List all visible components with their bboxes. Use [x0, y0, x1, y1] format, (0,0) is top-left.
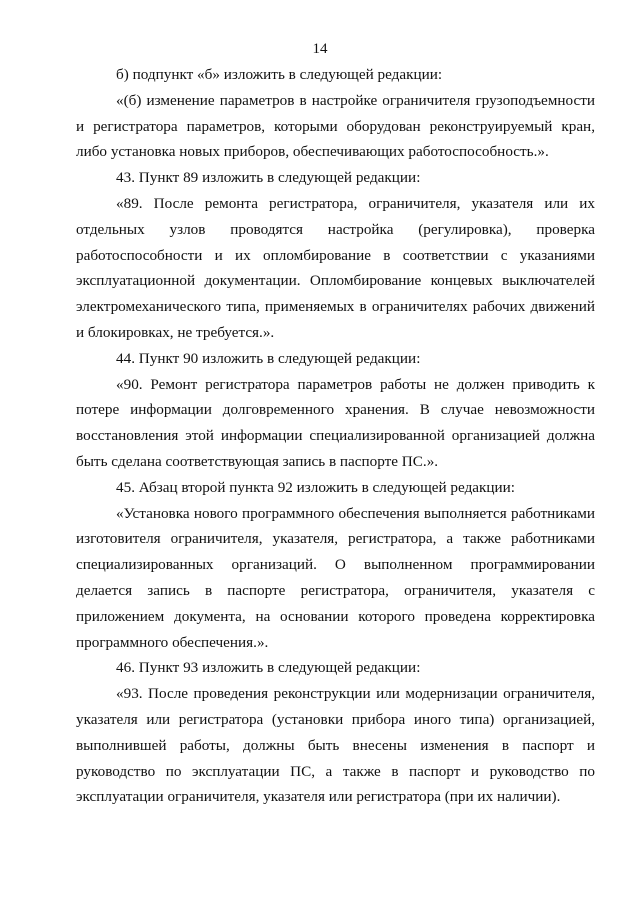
paragraph-subpoint-b-text: «(б) изменение параметров в настройке ограничителя грузоподъемности и регистратора параметров, которыми оборудован реконструируемый кран, либо установка новых приборов, обеспечивающих работоспособность.». [76, 91, 595, 161]
paragraph-subpoint-b-heading: б) подпункт «б» изложить в следующей редакции: [116, 66, 443, 83]
paragraph-item-45-heading: 45. Абзац второй пункта 92 изложить в следующей редакции: [116, 478, 516, 496]
paragraph-item-46-text: «93. После проведения реконструкции или модернизации ограничителя, указателя или регистратора (установки прибора иного типа) организацией, выполнившей работы, должны быть внесены изменения в паспорт и руководство по эксплуатации ПС, а также в паспорт и руководство по эксплуатации ограничителя, указателя или регистратора (при их наличии). [76, 685, 595, 806]
document-body [76, 62, 595, 810]
paragraph-item-45-text: «Установка нового программного обеспечения выполняется работниками изготовителя ограничителя, указателя, регистратора, а также работниками специализированных организаций. О выполненном программировании делается запись в паспорте регистратора, ограничителя, указателя с приложением документа, на основании которого проведена корректировка программного обеспечения.». [76, 504, 595, 651]
paragraph-item-44-text: «90. Ремонт регистратора параметров работы не должен приводить к потере информации долговременного хранения. В случае невозможности восстановления этой информации специализированной организацией должна быть сделана соответствующая запись в паспорте ПС.». [76, 375, 595, 470]
paragraph-item-46-heading: 46. Пункт 93 изложить в следующей редакции: [116, 659, 421, 677]
paragraph-item-43-heading: 43. Пункт 89 изложить в следующей редакции: [116, 169, 421, 187]
page-number: 14 [312, 41, 328, 57]
paragraph-item-43-text: «89. После ремонта регистратора, ограничителя, указателя или их отдельных узлов проводятся настройка (регулировка), проверка работоспособности и их опломбирование в соответствии с указаниями эксплуатационной документации. Опломбирование концевых выключателей электромеханического типа, применяемых в ограничителях рабочих движений и блокировках, не требуется.». [76, 194, 595, 341]
paragraph-item-44-heading: 44. Пункт 90 изложить в следующей редакции: [116, 349, 421, 367]
